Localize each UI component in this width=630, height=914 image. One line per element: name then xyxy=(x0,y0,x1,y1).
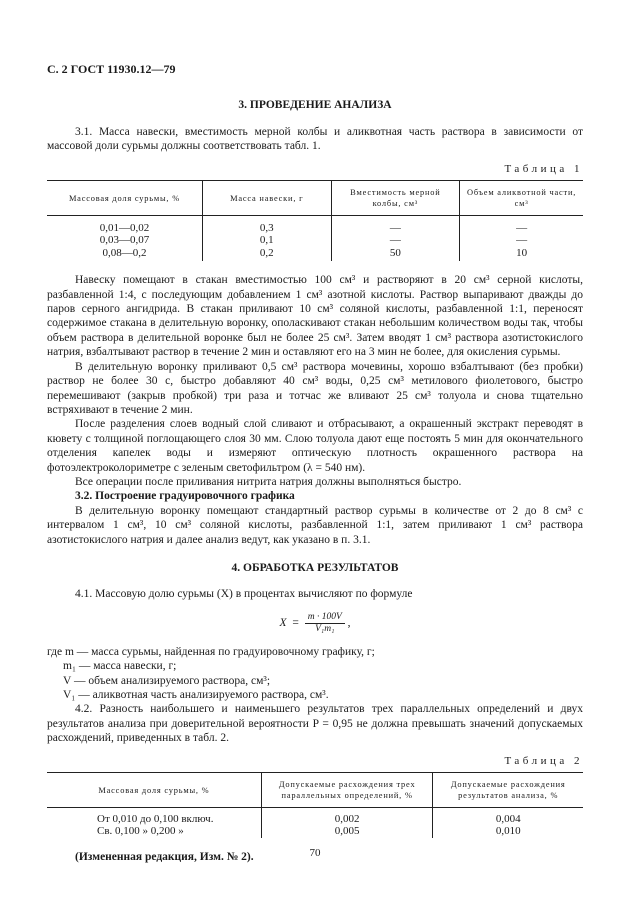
running-header: С. 2 ГОСТ 11930.12—79 xyxy=(47,62,176,76)
legend-line: V — объем анализируемого раствора, см³; xyxy=(63,674,271,687)
formula-legend xyxy=(47,645,583,703)
paragraph-procedure-3: После разделения слоев водный слой сливают и отбрасывают, а окрашенный экстракт переводят в кювету с толщиной поглощающего слоя 30 мм. Слою толуола дают еще постоять 5 мин для окончательного отделения капелек воды и измеряют оптическую плотность окрашенного раствора на фотоэлектроколориметре с зеленым светофильтром (λ = 540 нм). xyxy=(47,418,583,474)
formula-numerator: m · 100V xyxy=(305,612,345,624)
page-number: 70 xyxy=(309,847,321,859)
table-row xyxy=(47,825,583,837)
table-1-header: Вместимость мерной колбы, см³ xyxy=(331,181,460,216)
subsection-3-2-title: 3.2. Построение градуировочного графика xyxy=(75,490,295,503)
table-2-header-row xyxy=(47,773,583,808)
legend-line: m₁ — масса навески, г; xyxy=(63,660,177,673)
table-cell: 0,01—0,02 xyxy=(99,222,150,235)
table-cell: 0,3 xyxy=(202,216,331,235)
table-cell: — xyxy=(331,216,460,235)
formula-lhs: X xyxy=(279,616,287,629)
table-1-caption: Таблица 1 xyxy=(504,162,583,175)
formula-denominator: V₁m₁ xyxy=(315,623,335,634)
table-row xyxy=(47,234,583,246)
table-cell: — xyxy=(460,234,583,246)
table-cell: — xyxy=(331,234,460,246)
table-cell: 0,08—0,2 xyxy=(102,246,147,259)
paragraph-procedure-2: В делительную воронку приливают 0,5 см³ раствора мочевины, хорошо взбалтывают (без пробки) раствор не более 30 с, быстро добавляют 40 см³ воды, 0,25 см³ метилового фиолетового, быстро перемешивают (закрыв пробкой) три раза и тотчас же вливают 25 см³ толуола и снова тщательно встряхивают в течение 2 мин. xyxy=(47,360,583,416)
table-2-header: Массовая доля сурьмы, % xyxy=(98,785,210,795)
table-2-header: Допускаемые расхождения трех параллельных определений, % xyxy=(261,773,433,808)
formula-fraction xyxy=(305,612,345,635)
table-row xyxy=(47,216,583,235)
table-row xyxy=(47,247,583,261)
table-cell: 0,03—0,07 xyxy=(99,234,150,247)
table-cell: 0,004 xyxy=(433,808,583,826)
table-1 xyxy=(47,180,583,261)
table-1-header: Объем аликвотной части, см³ xyxy=(460,181,583,216)
table-1-header-row xyxy=(47,181,583,216)
table-cell: 0,1 xyxy=(202,234,331,246)
table-cell: 0,010 xyxy=(433,825,583,837)
section-4-title: 4. ОБРАБОТКА РЕЗУЛЬТАТОВ xyxy=(231,561,399,574)
table-2-caption: Таблица 2 xyxy=(504,754,583,767)
formula xyxy=(47,612,583,635)
paragraph-procedure-4: Все операции после приливания нитрита натрия должны выполняться быстро. xyxy=(75,475,462,488)
table-cell: От 0,010 до 0,100 включ. xyxy=(97,813,214,826)
table-cell: 10 xyxy=(460,247,583,261)
legend-line: где m — масса сурьмы, найденная по градуировочному графику, г; xyxy=(47,645,375,658)
paragraph-3-2: В делительную воронку помещают стандартный раствор сурьмы в количестве от 2 до 8 см³ с интервалом 1 см³, 10 см³ соляной кислоты, разбавленной 1:1, затем приливают 1 см³ раствора азотистокислого натрия и далее анализ ведут, как указано в п. 3.1. xyxy=(47,504,583,546)
table-2-header: Допускаемые расхождения результатов анализа, % xyxy=(433,773,583,808)
legend-line: V₁ — аликвотная часть анализируемого раствора, см³. xyxy=(63,689,329,701)
table-cell: Св. 0,100 » 0,200 » xyxy=(97,825,184,838)
table-cell: 0,2 xyxy=(202,247,331,261)
table-1-header: Массовая доля сурьмы, % xyxy=(68,193,180,203)
table-1-header: Масса навески, г xyxy=(202,181,331,216)
paragraph-3-1: 3.1. Масса навески, вместимость мерной колбы и аликвотная часть раствора в зависимости от массовой доли сурьмы должны соответствовать табл. 1. xyxy=(47,125,583,153)
table-cell: 0,005 xyxy=(261,825,433,837)
table-row xyxy=(47,808,583,826)
table-cell: 50 xyxy=(331,247,460,261)
table-cell: — xyxy=(460,216,583,235)
formula-equals: = xyxy=(292,616,299,629)
paragraph-procedure-1: Навеску помещают в стакан вместимостью 100 см³ и растворяют в 20 см³ серной кислоты, разбавленной 1:4, с последующим добавлением 1 см³ азотной кислоты. Раствор выпаривают дважды до паров серного ангидрида. В стакан приливают 10 см³ соляной кислоты, разбавленной 1:1, переносят содержимое стакана в делительную воронку, ополаскивают стакан небольшим количеством воды так, чтобы объем раствора в делительной воронке был не более 25 см³. Затем вводят 1 см³ раствора азотистокислого натрия, взбалтывают раствор в течение 2 мин и оставляют его на 3 мин не более, для окисления сурьмы. xyxy=(47,274,583,359)
amendment-note: (Измененная редакция, Изм. № 2). xyxy=(75,850,254,863)
paragraph-4-1: 4.1. Массовую долю сурьмы (X) в процентах вычисляют по формуле xyxy=(75,588,413,601)
paragraph-4-2: 4.2. Разность наибольшего и наименьшего результатов трех параллельных определений и двух результатов анализа при доверительной вероятности P = 0,95 не должна превышать значений допускаемых расхождений, приведенных в табл. 2. xyxy=(47,703,583,745)
table-2 xyxy=(47,772,583,838)
formula-tail: , xyxy=(347,616,351,629)
section-3-title: 3. ПРОВЕДЕНИЕ АНАЛИЗА xyxy=(238,99,392,112)
table-cell: 0,002 xyxy=(261,808,433,826)
